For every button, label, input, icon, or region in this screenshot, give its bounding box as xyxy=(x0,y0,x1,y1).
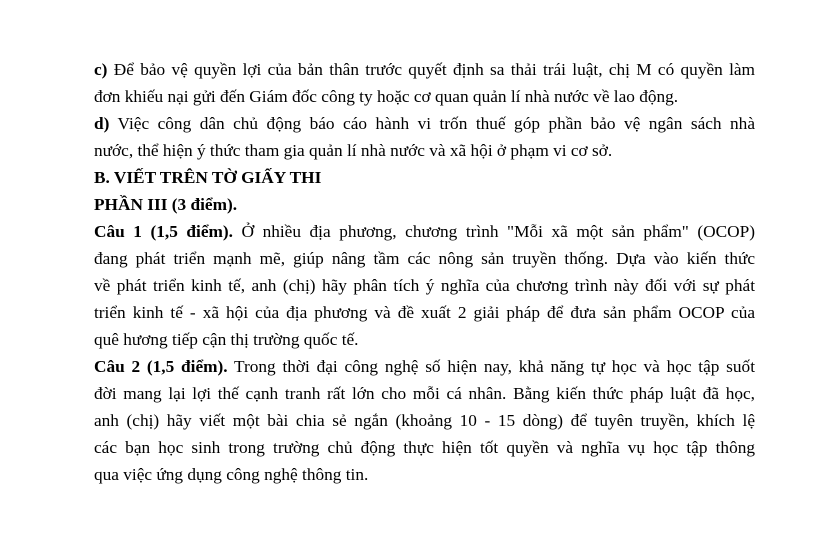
text-line xyxy=(94,83,755,110)
text-line xyxy=(94,434,755,461)
text-line xyxy=(94,326,755,353)
bold-label: Câu 2 (1,5 điểm). xyxy=(94,357,228,376)
bold-label: Câu 1 (1,5 điểm). xyxy=(94,222,233,241)
line-text: Trong thời đại công nghệ số hiện nay, khả năng tự học và học tập suốt xyxy=(227,357,755,376)
document-page xyxy=(94,56,755,488)
text-line xyxy=(94,218,755,245)
bold-label: B. VIẾT TRÊN TỜ GIẤY THI xyxy=(94,168,322,187)
line-text: về phát triển kinh tế, anh (chị) hãy phân tích ý nghĩa của chương trình này đối với sự phát xyxy=(94,276,755,295)
text-line xyxy=(94,164,755,191)
line-text: triển kinh tế - xã hội của địa phương và đề xuất 2 giải pháp để đưa sản phẩm OCOP của xyxy=(94,303,755,322)
line-text: Việc công dân chủ động báo cáo hành vi trốn thuế góp phần bảo vệ ngân sách nhà xyxy=(109,114,755,133)
bold-label: d) xyxy=(94,114,110,133)
line-text: Ở nhiều địa phương, chương trình "Mỗi xã một sản phẩm" (OCOP) xyxy=(232,222,755,241)
line-text: Để bảo vệ quyền lợi của bản thân trước quyết định sa thải trái luật, chị M có quyền làm xyxy=(107,60,755,79)
text-line xyxy=(94,380,755,407)
text-line xyxy=(94,110,755,137)
text-line xyxy=(94,56,755,83)
text-line xyxy=(94,407,755,434)
text-line xyxy=(94,353,755,380)
text-line xyxy=(94,272,755,299)
text-line xyxy=(94,299,755,326)
line-text: nước, thể hiện ý thức tham gia quản lí nhà nước và xã hội ở phạm vi cơ sở. xyxy=(94,141,613,160)
bold-label: c) xyxy=(94,60,108,79)
line-text: qua việc ứng dụng công nghệ thông tin. xyxy=(94,465,369,484)
bold-label: PHẦN III (3 điểm). xyxy=(94,195,238,214)
line-text: đơn khiếu nại gửi đến Giám đốc công ty hoặc cơ quan quản lí nhà nước về lao động. xyxy=(94,87,679,106)
line-text: quê hương tiếp cận thị trường quốc tế. xyxy=(94,330,359,349)
line-text: đang phát triển mạnh mẽ, giúp nâng tầm các nông sản truyền thống. Dựa vào kiến thức xyxy=(94,249,755,268)
line-text: các bạn học sinh trong trường chủ động thực hiện tốt quyền và nghĩa vụ học tập thông xyxy=(94,438,755,457)
text-line xyxy=(94,461,755,488)
line-text: đời mang lại lợi thế cạnh tranh rất lớn cho mỗi cá nhân. Bằng kiến thức pháp luật đã học, xyxy=(94,384,755,403)
text-line xyxy=(94,245,755,272)
text-line xyxy=(94,191,755,218)
text-line xyxy=(94,137,755,164)
line-text: anh (chị) hãy viết một bài chia sẻ ngắn (khoảng 10 - 15 dòng) để tuyên truyền, khích lệ xyxy=(94,411,755,430)
